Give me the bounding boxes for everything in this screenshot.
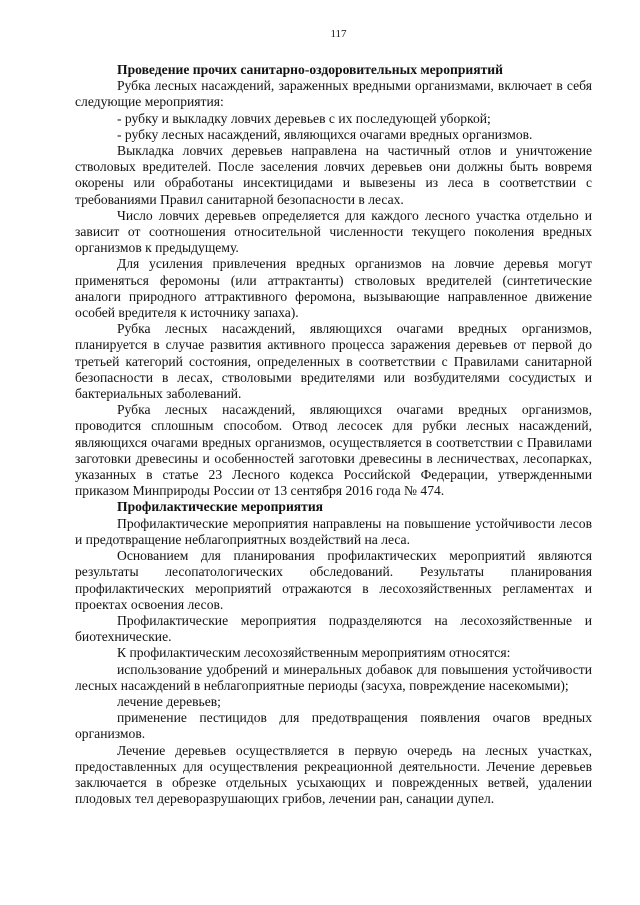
section-heading-preventive: Профилактические мероприятия — [117, 499, 324, 515]
page-number: 117 — [330, 28, 347, 40]
list-item: - рубку лесных насаждений, являющихся очагами вредных организмов. — [117, 126, 533, 142]
list-item: - рубку и выкладку ловчих деревьев с их последующей уборкой; — [117, 110, 491, 126]
list-item: лечение деревьев; — [117, 693, 221, 709]
document-body — [75, 62, 592, 807]
paragraph: Профилактические мероприятия направлены на повышение устойчивости лесов и предотвращение неблагоприятных воздействий на леса. — [75, 515, 592, 547]
list-item: использование удобрений и минеральных добавок для повышения устойчивости лесных насаждений в неблагоприятные периоды (засуха, повреждение насекомыми); — [75, 661, 592, 693]
paragraph: Для усиления привлечения вредных организмов на ловчие деревья могут применяться феромоны (или аттрактанты) стволовых вредителей (синтетические аналоги природного аттрактивного феромона, вызывающие направленное движение особей вредителя к источнику запаха). — [75, 256, 592, 321]
paragraph: К профилактическим лесохозяйственным мероприятиям относятся: — [117, 645, 511, 661]
paragraph: Рубка лесных насаждений, являющихся очагами вредных организмов, планируется в случае развития активного процесса заражения деревьев от первой до третьей категорий состояния, определенных в соответствии с Правилами санитарной безопасности в лесах, стволовыми вредителями или возбудителями сосудистых и бактериальных заболеваний. — [75, 321, 592, 402]
paragraph: Число ловчих деревьев определяется для каждого лесного участка отдельно и зависит от соотношения относительной численности текущего поколения вредных организмов к предыдущему. — [75, 207, 592, 256]
paragraph: Выкладка ловчих деревьев направлена на частичный отлов и уничтожение стволовых вредителей. После заселения ловчих деревьев они должны быть вовремя окорены или обработаны инсектицидами и вывезены из леса в соответствии с требованиями Правил санитарной безопасности в лесах. — [75, 143, 592, 207]
paragraph: Лечение деревьев осуществляется в первую очередь на лесных участках, предоставленных для осуществления рекреационной деятельности. Лечение деревьев заключается в обрезке отдельных усыхающих и поврежденных ветвей, удалении плодовых тел дереворазрушающих грибов, лечении ран, санации дупел. — [75, 742, 592, 807]
paragraph: Рубка лесных насаждений, зараженных вредными организмами, включает в себя следующие мероприятия: — [75, 78, 592, 110]
section-heading-sanitary: Проведение прочих санитарно-оздоровительных мероприятий — [117, 62, 503, 77]
paragraph: Профилактические мероприятия подразделяются на лесохозяйственные и биотехнические. — [75, 612, 592, 645]
paragraph: Основанием для планирования профилактических мероприятий являются результаты лесопатологических обследований. Результаты планирования профилактических мероприятий отражаются в лесохозяйственных регламентах и проектах освоения лесов. — [75, 548, 592, 612]
paragraph: Рубка лесных насаждений, являющихся очагами вредных организмов, проводится сплошным способом. Отвод лесосек для рубки лесных насаждений, являющихся очагами вредных организмов, осуществляется в соответствии с Правилами заготовки древесины и особенностей заготовки древесины в лесничествах, лесопарках, указанных в статье 23 Лесного кодекса Российской Федерации, утвержденными приказом Минприроды России от 13 сентября 2016 года № 474. — [75, 402, 592, 499]
list-item: применение пестицидов для предотвращения появления очагов вредных организмов. — [75, 710, 592, 742]
